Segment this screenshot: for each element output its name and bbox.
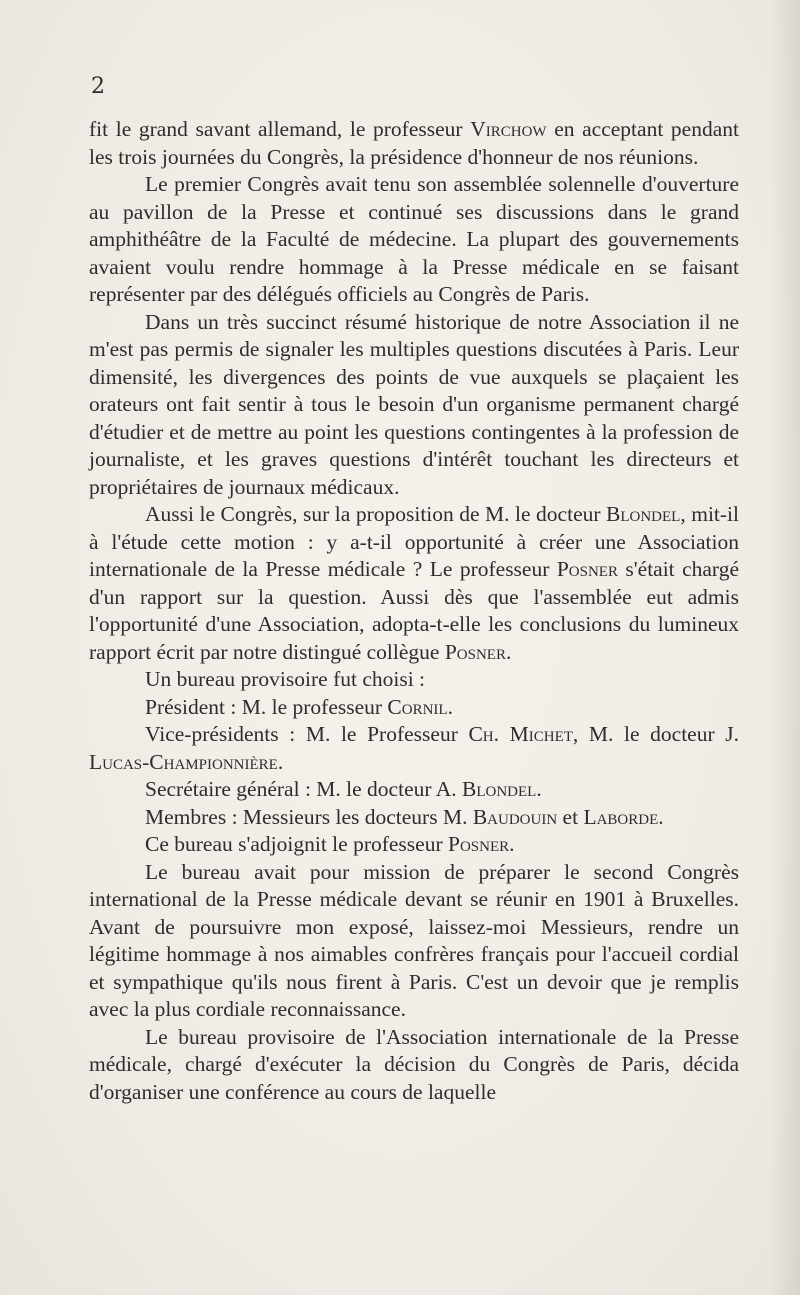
paragraph-text: Ce bureau s'adjoignit le professeur (145, 832, 448, 856)
paragraph (89, 694, 739, 722)
paragraph (89, 666, 739, 694)
paragraph-text: Vice-présidents : M. le Professeur (145, 722, 469, 746)
paragraph-text: s'était chargé d'un rapport sur la question. Aussi dès que l'assemblée eut admis l'opportunité d'une Association, adopta-t-elle les conclusions du lumineux rapport écrit par notre distingué collègue (89, 557, 739, 664)
proper-name: Posner (448, 832, 510, 856)
paragraph (89, 501, 739, 666)
proper-name: Ch. Michet (468, 722, 573, 746)
paragraph-text: . (658, 804, 664, 829)
paragraph-text: fit le grand savant allemand, le professeur (89, 117, 471, 141)
paragraph-text: Un bureau provisoire fut choisi : (145, 667, 426, 691)
paragraph (89, 859, 739, 1024)
proper-name: Posner (556, 557, 618, 581)
paragraph-text: Le bureau avait pour mission de préparer le second Congrès international de la Presse médicale devant se réunir en 1901 à Bruxelles. Avant de poursuivre mon exposé, laissez-moi Messieurs, rendre un légitime hommage à nos aimables confrères français pour l'accueil cordial et sympathique qu'ils nous firent à Paris. C'est un devoir que je remplis avec la plus cordiale reconnaissance. (89, 859, 739, 1021)
paragraph (89, 171, 739, 309)
paragraph-text: , M. le docteur J. (572, 722, 739, 746)
paragraph-text: Le bureau provisoire de l'Association internationale de la Presse médicale, chargé d'exécuter la décision du Congrès de Paris, décida d'organiser une conférence au cours de laquelle (89, 1024, 739, 1104)
paragraph (89, 831, 739, 859)
page-number: 2 (91, 74, 106, 99)
paragraph-text: en acceptant pendant les trois journées du Congrès, la présidence d'honneur de nos réunions. (89, 117, 739, 169)
paragraph-text: . (505, 639, 512, 664)
paragraph (89, 1024, 739, 1107)
paragraph (89, 721, 739, 776)
proper-name: Posner (444, 639, 506, 664)
proper-name: Blondel (462, 777, 537, 801)
proper-name: Laborde (583, 804, 659, 829)
paragraph (89, 776, 739, 804)
paragraph-text: Le premier Congrès avait tenu son assemblée solennelle d'ouverture au pavillon de la Presse et continué ses discussions dans le grand amphithéâtre de la Faculté de médecine. La plupart des gouvernements avaient voulu rendre hommage à la Presse médicale en se faisant représenter par des délégués officiels au Congrès de Paris. (89, 172, 739, 306)
paragraph-text: , mit-il à l'étude cette motion : y a-t-il opportunité à créer une Association internationale de la Presse médicale ? Le professeur (89, 502, 739, 581)
paragraph-text: . (509, 832, 515, 856)
proper-name: Virchow (470, 117, 547, 141)
paragraph (89, 309, 739, 502)
paragraph-text: Membres : Messieurs les docteurs M. (145, 804, 473, 829)
paragraph-text: Président : M. le professeur (145, 694, 388, 719)
paragraph-text: et (557, 804, 584, 829)
paragraph-text: . (447, 694, 453, 719)
paragraph (89, 116, 739, 171)
body-text (89, 116, 739, 1106)
paragraph (89, 804, 739, 832)
proper-name: Blondel (606, 502, 681, 526)
paragraph-text: Secrétaire général : M. le docteur A. (145, 777, 462, 801)
proper-name: Cornil (387, 694, 448, 719)
paragraph-text: Dans un très succinct résumé historique de notre Association il ne m'est pas permis de signaler les multiples questions discutées à Paris. Leur dimensité, les divergences des points de vue auxquels se plaçaient les orateurs ont fait sentir à tous le besoin d'un organisme permanent chargé d'étudier et de mettre au point les questions contingentes à la profession de journaliste, et les graves questions d'intérêt touchant les directeurs et propriétaires de journaux médicaux. (89, 309, 739, 499)
proper-name: Baudouin (472, 804, 558, 829)
paragraph-text: . (277, 749, 284, 774)
page-edge-shadow (770, 0, 800, 1295)
paragraph-text: Aussi le Congrès, sur la proposition de M. le docteur (145, 502, 607, 526)
proper-name: Lucas-Championnière (89, 749, 278, 774)
paragraph-text: . (536, 777, 542, 801)
